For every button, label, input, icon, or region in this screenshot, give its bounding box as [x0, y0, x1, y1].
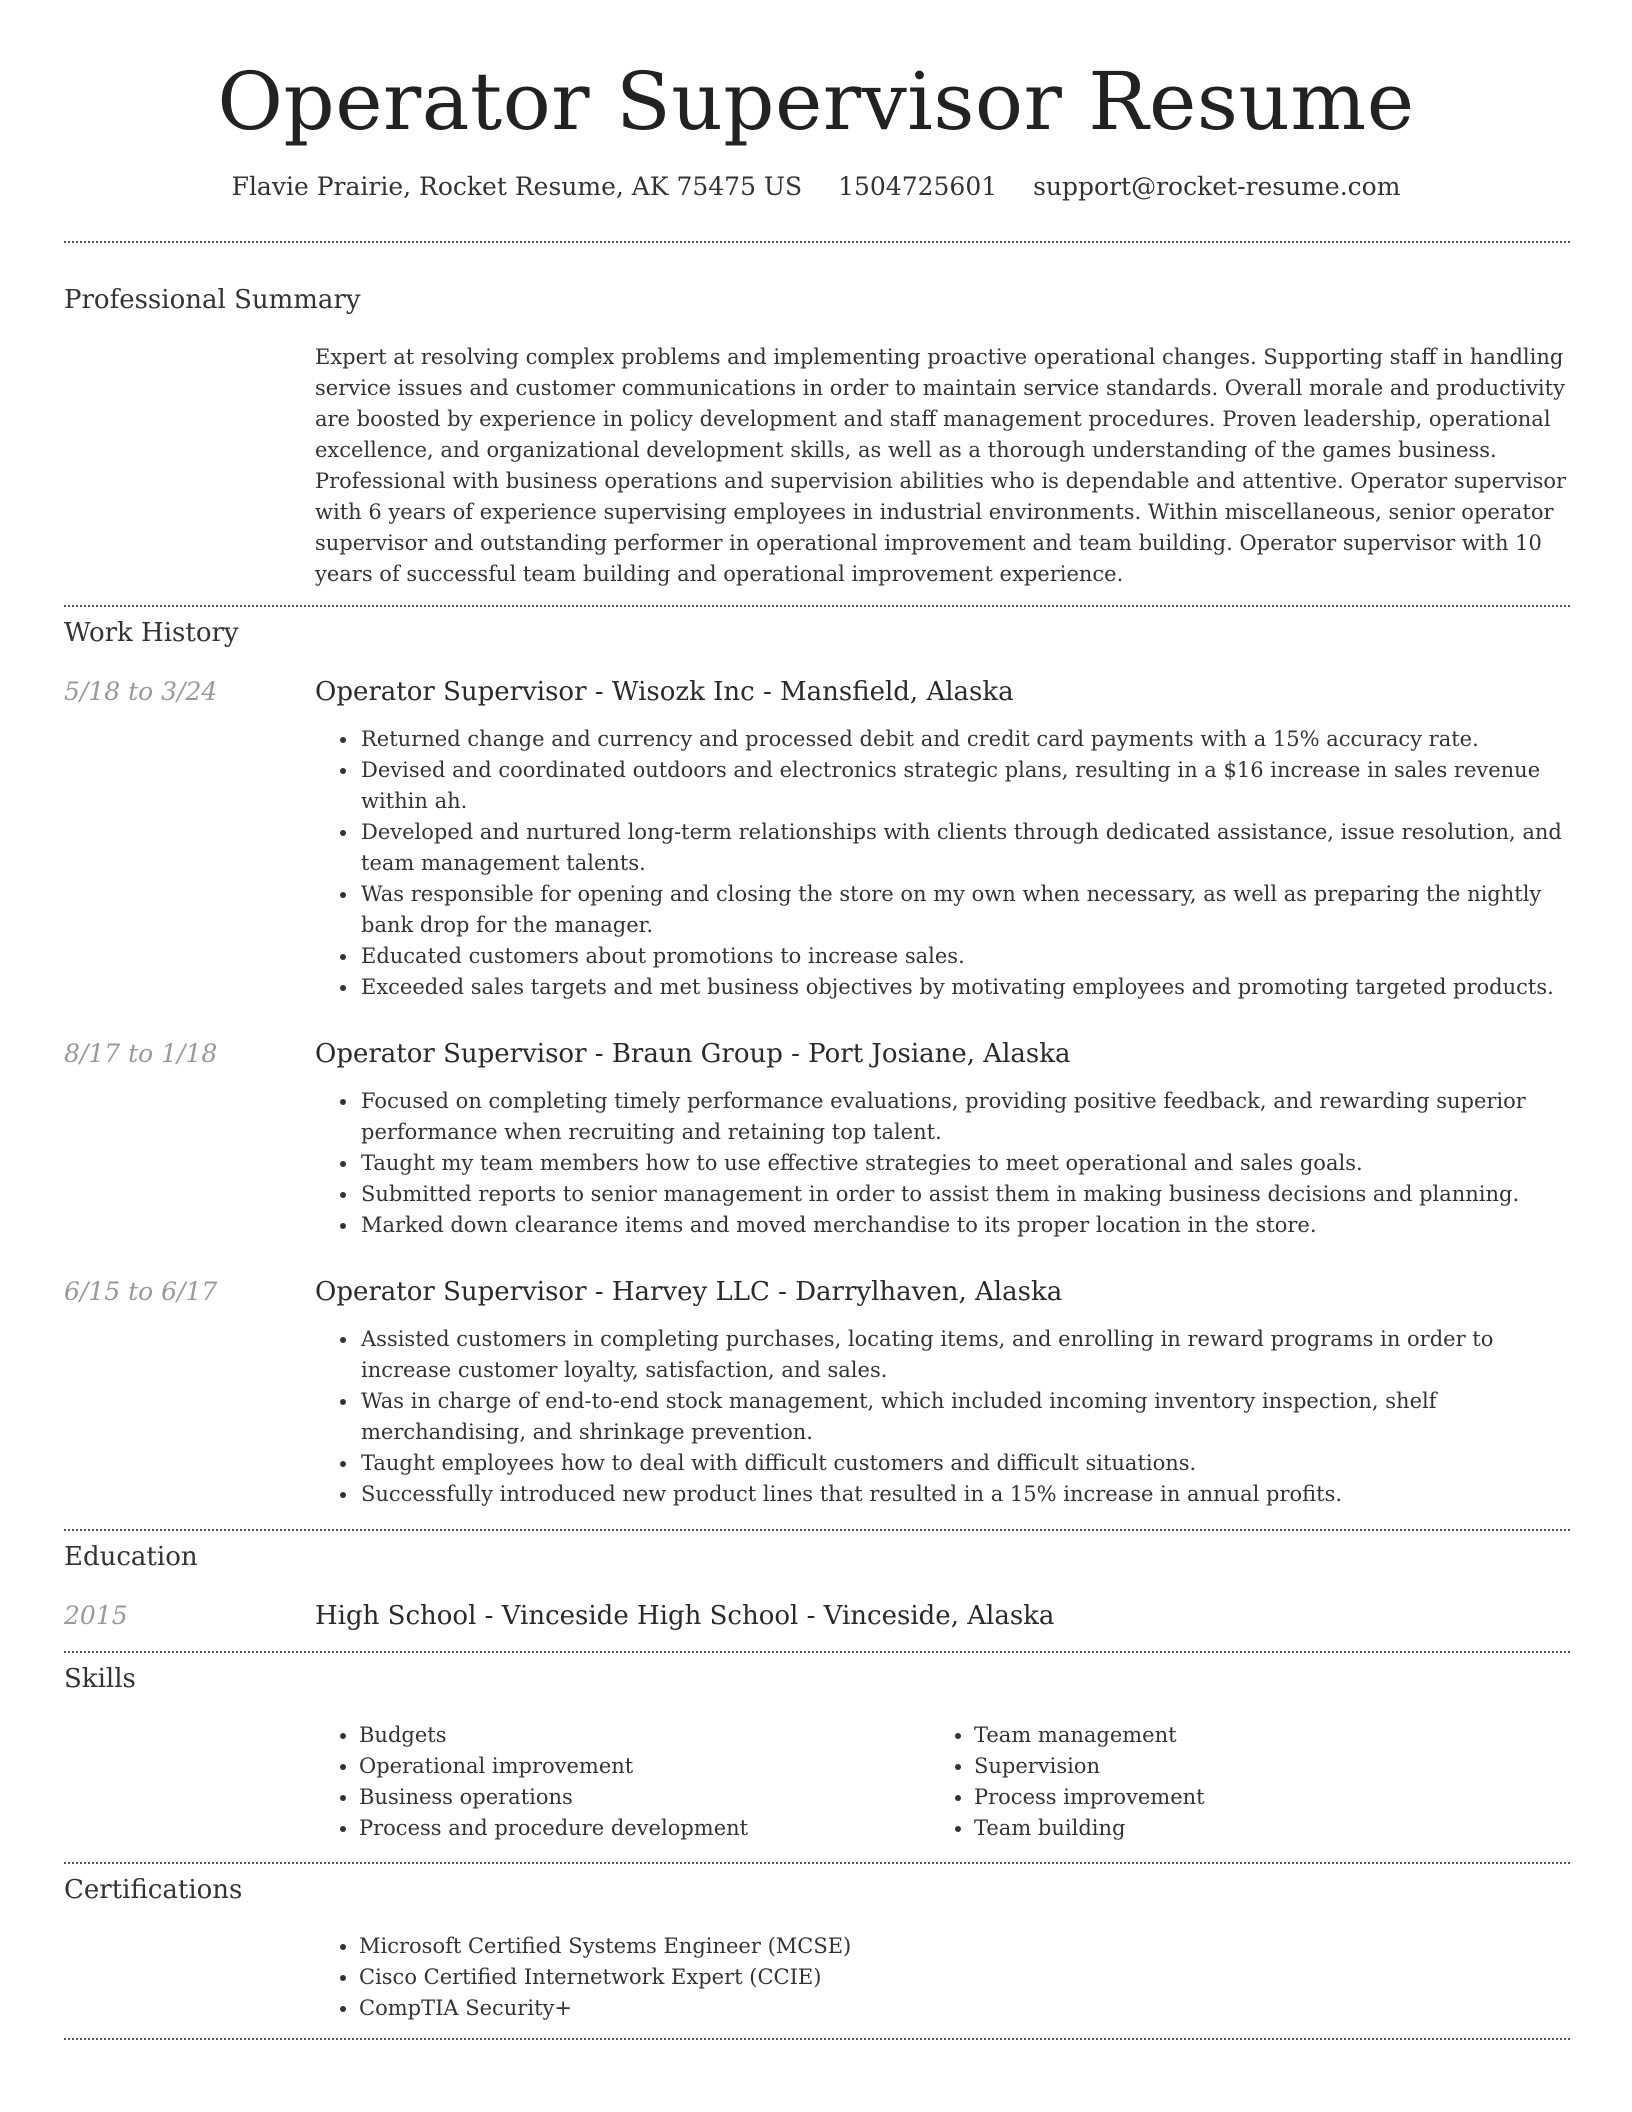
job-dates: 5/18 to 3/24: [64, 677, 218, 706]
list-item: • Educated customers about promotions to increase sales.: [359, 941, 1569, 972]
certifications-heading: Certifications: [64, 1875, 243, 1905]
divider: [64, 605, 1570, 607]
list-item: • Team building: [974, 1813, 1530, 1844]
list-item: • Marked down clearance items and moved merchandise to its proper location in the store.: [359, 1210, 1569, 1241]
list-item: • CompTIA Security+: [359, 1993, 1569, 2024]
contact-line: [0, 170, 1632, 204]
list-item: • Developed and nurtured long-term relationships with clients through dedicated assistance, issue resolution, and team management talents.: [359, 817, 1569, 879]
list-item: • Budgets: [359, 1720, 915, 1751]
skills-list-left: [315, 1720, 915, 1844]
divider: [64, 1529, 1570, 1531]
contact-phone: 1504725601: [838, 172, 998, 201]
list-item: • Team management: [974, 1720, 1530, 1751]
job-bullets: [315, 724, 1569, 1003]
skills-heading: Skills: [64, 1664, 136, 1694]
list-item: • Assisted customers in completing purchases, locating items, and enrolling in reward programs in order to increase customer loyalty, satisfaction, and sales.: [359, 1324, 1569, 1386]
list-item: • Returned change and currency and processed debit and credit card payments with a 15% accuracy rate.: [359, 724, 1569, 755]
divider: [64, 2038, 1570, 2040]
resume-title: Operator Supervisor Resume: [217, 55, 1415, 148]
job-dates: 6/15 to 6/17: [64, 1277, 218, 1306]
summary-text: Expert at resolving complex problems and implementing proactive operational changes. Supporting staff in handling service issues and customer communications in order to maintain service standards. Overall morale and productivity are boosted by experience in policy development and staff management procedures. Proven leadership, operational excellence, and organizational development skills, as well as a thorough understanding of the games business. Professional with business operations and supervision abilities who is dependable and attentive. Operator supervisor with 6 years of experience supervising employees in industrial environments. Within miscellaneous, senior operator supervisor and outstanding performer in operational improvement and team building. Operator supervisor with 10 years of successful team building and operational improvement experience.: [315, 345, 1567, 586]
list-item: • Operational improvement: [359, 1751, 915, 1782]
skills-list-right: [930, 1720, 1530, 1844]
divider: [64, 1651, 1570, 1653]
list-item: • Was responsible for opening and closing the store on my own when necessary, as well as preparing the nightly bank drop for the manager.: [359, 879, 1569, 941]
contact-address: Flavie Prairie, Rocket Resume, AK 75475 US: [231, 172, 803, 201]
list-item: • Business operations: [359, 1782, 915, 1813]
list-item: • Process improvement: [974, 1782, 1530, 1813]
contact-email: support@rocket-resume.com: [1033, 172, 1401, 201]
education-dates: 2015: [64, 1601, 128, 1630]
list-item: • Focused on completing timely performance evaluations, providing positive feedback, and rewarding superior performance when recruiting and retaining top talent.: [359, 1086, 1569, 1148]
list-item: • Submitted reports to senior management in order to assist them in making business decisions and planning.: [359, 1179, 1569, 1210]
certifications-list: [315, 1931, 1569, 2024]
list-item: • Supervision: [974, 1751, 1530, 1782]
education-heading: Education: [64, 1542, 198, 1572]
list-item: • Cisco Certified Internetwork Expert (CCIE): [359, 1962, 1569, 1993]
job-title: Operator Supervisor - Braun Group - Port Josiane, Alaska: [315, 1039, 1071, 1069]
job-dates: 8/17 to 1/18: [64, 1039, 218, 1068]
list-item: • Process and procedure development: [359, 1813, 915, 1844]
list-item: • Exceeded sales targets and met business objectives by motivating employees and promoting targeted products.: [359, 972, 1569, 1003]
list-item: • Devised and coordinated outdoors and electronics strategic plans, resulting in a $16 increase in sales revenue within ah.: [359, 755, 1569, 817]
job-bullets: [315, 1324, 1569, 1510]
list-item: • Microsoft Certified Systems Engineer (MCSE): [359, 1931, 1569, 1962]
job-bullets: [315, 1086, 1569, 1241]
divider: [64, 241, 1570, 243]
list-item: • Was in charge of end-to-end stock management, which included incoming inventory inspection, shelf merchandising, and shrinkage prevention.: [359, 1386, 1569, 1448]
job-title: Operator Supervisor - Harvey LLC - Darrylhaven, Alaska: [315, 1277, 1063, 1307]
education-title: High School - Vinceside High School - Vinceside, Alaska: [315, 1601, 1055, 1631]
work-history-heading: Work History: [64, 618, 239, 648]
divider: [64, 1862, 1570, 1864]
list-item: • Successfully introduced new product lines that resulted in a 15% increase in annual profits.: [359, 1479, 1569, 1510]
job-title: Operator Supervisor - Wisozk Inc - Mansfield, Alaska: [315, 677, 1014, 707]
list-item: • Taught employees how to deal with difficult customers and difficult situations.: [359, 1448, 1569, 1479]
list-item: • Taught my team members how to use effective strategies to meet operational and sales goals.: [359, 1148, 1569, 1179]
summary-heading: Professional Summary: [64, 285, 361, 315]
